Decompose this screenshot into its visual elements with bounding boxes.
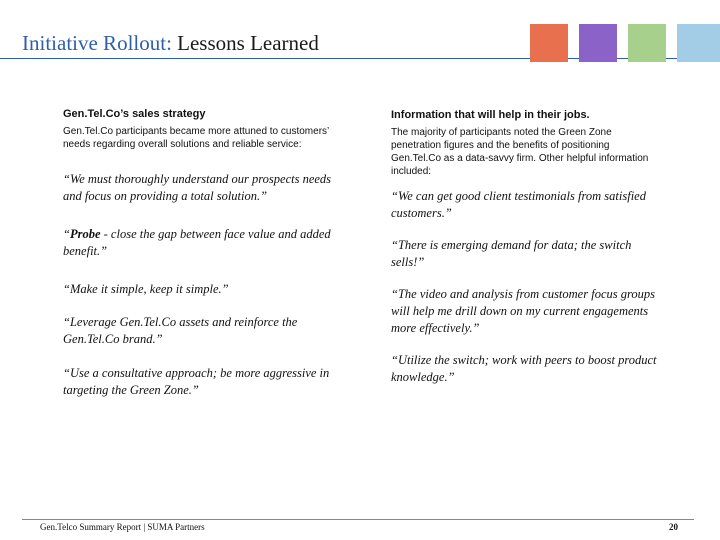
right-quote-4: “Utilize the switch; work with peers to boost product knowledge.” [391, 353, 657, 384]
left-quote-3: “Make it simple, keep it simple.” [63, 282, 229, 296]
right-quote-2: “There is emerging demand for data; the switch sells!” [391, 238, 632, 269]
left-quote-2: “Probe - close the gap between face value and added benefit.” [63, 227, 331, 258]
right-heading: Information that will help in their jobs. [391, 109, 590, 121]
title-accent: Initiative Rollout: [22, 31, 172, 55]
color-tile-blue [677, 24, 720, 62]
left-quote-2-rest: - close the gap between face value and added benefit.” [63, 227, 331, 258]
color-tile-green [628, 24, 666, 62]
left-column [63, 108, 333, 399]
right-column [391, 108, 661, 386]
page-number: 20 [669, 522, 678, 532]
page-title [22, 31, 522, 59]
left-quote-4: “Leverage Gen.Tel.Co assets and reinforce the Gen.Tel.Co brand.” [63, 315, 298, 346]
right-quote-1: “We can get good client testimonials from satisfied customers.” [391, 189, 646, 220]
footer-divider [22, 519, 694, 520]
left-quote-2-bold: Probe [69, 227, 101, 241]
title-rest: Lessons Learned [171, 31, 319, 55]
left-quote-1: “We must thoroughly understand our prospects needs and focus on providing a total solution.” [63, 172, 332, 203]
right-intro: The majority of participants noted the Green Zone penetration figures and the benefits of positioning Gen.Tel.Co as a data-savvy firm. Other helpful information included: [391, 127, 649, 177]
color-tile-purple [579, 24, 617, 62]
left-heading: Gen.Tel.Co’s sales strategy [63, 108, 206, 120]
color-tile-orange [530, 24, 568, 62]
left-intro: Gen.Tel.Co participants became more attuned to customers’ needs regarding overall solutions and reliable service: [63, 126, 329, 150]
left-quote-5: “Use a consultative approach; be more aggressive in targeting the Green Zone.” [63, 366, 330, 397]
right-quote-3: “The video and analysis from customer focus groups will help me drill down on my current engagements more effectively.” [391, 287, 655, 335]
footer-source: Gen.Telco Summary Report | SUMA Partners [40, 522, 205, 532]
